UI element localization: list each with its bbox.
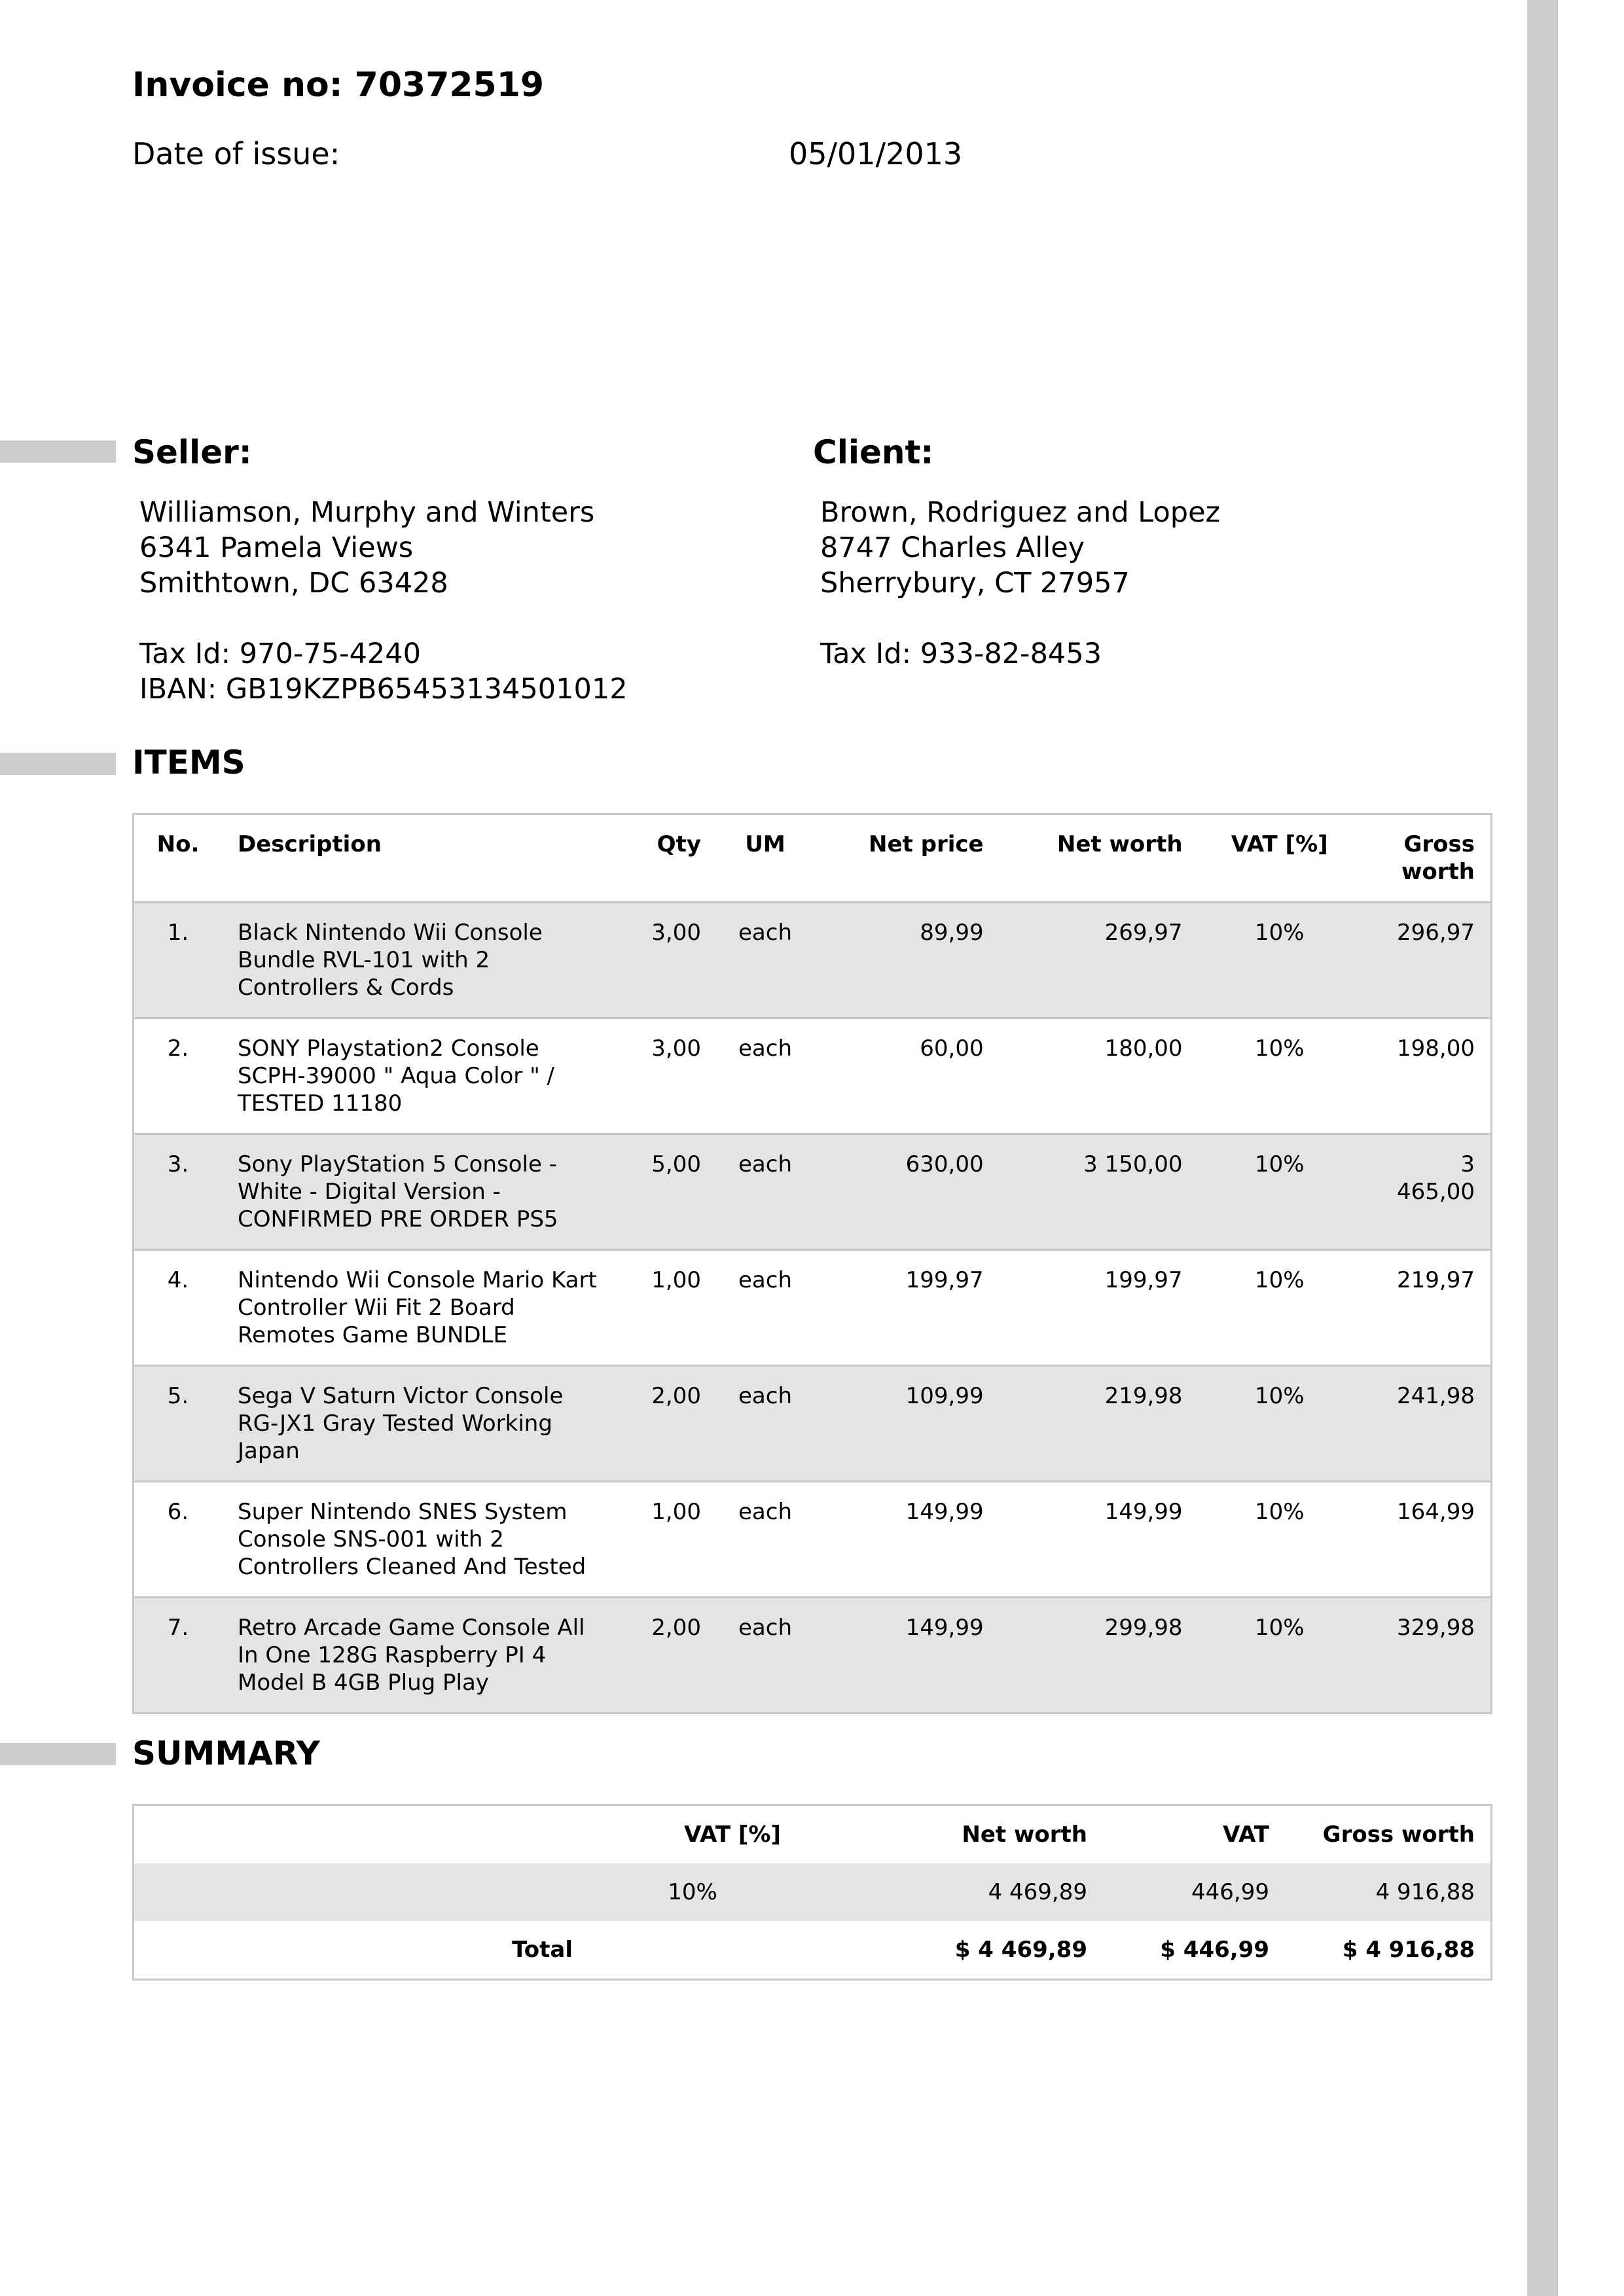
- summary-vat-rate: 10%: [668, 1879, 717, 1905]
- item-gross-worth: 198,00: [1397, 1035, 1475, 1062]
- items-header-row: [134, 814, 1492, 903]
- table-row: [134, 1250, 1492, 1366]
- item-description: Sony PlayStation 5 Console - White - Digital Version - CONFIRMED PRE ORDER PS5: [238, 1151, 558, 1232]
- summary-col-vat-rate: VAT [%]: [684, 1821, 781, 1848]
- item-gross-worth: 3 465,00: [1397, 1151, 1475, 1205]
- summary-total-row: [134, 1921, 1492, 1980]
- client-details: Brown, Rodriguez and Lopez 8747 Charles Alley Sherrybury, CT 27957 Tax Id: 933-82-8453: [820, 496, 1221, 670]
- table-row: [134, 1018, 1492, 1134]
- item-no: 5.: [167, 1383, 189, 1409]
- item-um: each: [738, 1615, 792, 1641]
- item-vat: 10%: [1254, 920, 1305, 946]
- items-table: [132, 813, 1492, 1714]
- item-net-worth: 199,97: [1104, 1267, 1183, 1293]
- col-header-no: No.: [156, 831, 200, 857]
- item-gross-worth: 164,99: [1397, 1499, 1475, 1525]
- item-qty: 2,00: [651, 1615, 701, 1641]
- item-no: 7.: [167, 1615, 189, 1641]
- col-header-um: UM: [745, 831, 785, 857]
- item-vat: 10%: [1254, 1035, 1305, 1062]
- item-gross-worth: 241,98: [1397, 1383, 1475, 1409]
- item-description: Super Nintendo SNES System Console SNS-001 with 2 Controllers Cleaned And Tested: [238, 1499, 586, 1580]
- item-net-price: 109,99: [905, 1383, 984, 1409]
- item-um: each: [738, 1151, 792, 1177]
- table-row: [134, 903, 1492, 1018]
- item-no: 2.: [167, 1035, 189, 1062]
- items-section-marker: [0, 753, 116, 775]
- item-description: Retro Arcade Game Console All In One 128G Raspberry PI 4 Model B 4GB Plug Play: [238, 1615, 585, 1696]
- col-header-vat: VAT [%]: [1231, 831, 1328, 857]
- item-description: Nintendo Wii Console Mario Kart Controller Wii Fit 2 Board Remotes Game BUNDLE: [238, 1267, 597, 1348]
- item-vat: 10%: [1254, 1151, 1305, 1177]
- item-no: 3.: [167, 1151, 189, 1177]
- summary-gross-worth: 4 916,88: [1375, 1879, 1475, 1905]
- item-um: each: [738, 920, 792, 946]
- item-net-price: 630,00: [905, 1151, 984, 1177]
- summary-label-col: [134, 1805, 589, 1864]
- item-net-price: 89,99: [920, 920, 984, 946]
- summary-heading: SUMMARY: [132, 1734, 320, 1772]
- item-um: each: [738, 1499, 792, 1525]
- col-header-net-price: Net price: [869, 831, 984, 857]
- item-net-worth: 3 150,00: [1083, 1151, 1183, 1177]
- total-gross-worth: $ 4 916,88: [1342, 1937, 1475, 1963]
- item-qty: 5,00: [651, 1151, 701, 1177]
- item-qty: 1,00: [651, 1499, 701, 1525]
- item-gross-worth: 296,97: [1397, 920, 1475, 946]
- col-header-qty: Qty: [657, 831, 701, 857]
- col-header-description: Description: [238, 831, 382, 857]
- right-edge-bar: [1527, 0, 1558, 2296]
- item-gross-worth: 219,97: [1397, 1267, 1475, 1293]
- date-of-issue-label: Date of issue:: [132, 136, 340, 171]
- col-header-gross-worth: Gross worth: [1401, 831, 1475, 885]
- table-row: [134, 1366, 1492, 1482]
- item-um: each: [738, 1383, 792, 1409]
- item-net-price: 149,99: [905, 1499, 984, 1525]
- item-net-worth: 180,00: [1104, 1035, 1183, 1062]
- summary-vat-row: [134, 1863, 1492, 1921]
- summary-section-marker: [0, 1743, 116, 1765]
- item-net-worth: 219,98: [1104, 1383, 1183, 1409]
- total-label: Total: [512, 1937, 573, 1963]
- total-empty-cell: [588, 1921, 797, 1980]
- seller-details: Williamson, Murphy and Winters 6341 Pamela Views Smithtown, DC 63428 Tax Id: 970-75-4240 IBAN: GB19KZPB65453134501012: [139, 496, 628, 706]
- item-no: 6.: [167, 1499, 189, 1525]
- item-net-price: 149,99: [905, 1615, 984, 1641]
- item-gross-worth: 329,98: [1397, 1615, 1475, 1641]
- summary-col-net-worth: Net worth: [962, 1821, 1087, 1848]
- table-row: [134, 1482, 1492, 1598]
- item-net-price: 199,97: [905, 1267, 984, 1293]
- item-net-worth: 149,99: [1104, 1499, 1183, 1525]
- item-vat: 10%: [1254, 1383, 1305, 1409]
- item-qty: 1,00: [651, 1267, 701, 1293]
- summary-vat: 446,99: [1191, 1879, 1269, 1905]
- seller-heading: Seller:: [132, 433, 252, 471]
- total-vat: $ 446,99: [1160, 1937, 1269, 1963]
- item-description: Black Nintendo Wii Console Bundle RVL-101 with 2 Controllers & Cords: [238, 920, 543, 1001]
- item-um: each: [738, 1267, 792, 1293]
- total-net-worth: $ 4 469,89: [954, 1937, 1087, 1963]
- summary-header-row: [134, 1805, 1492, 1864]
- item-vat: 10%: [1254, 1499, 1305, 1525]
- summary-table: [132, 1804, 1492, 1981]
- col-header-net-worth: Net worth: [1056, 831, 1183, 857]
- table-row: [134, 1598, 1492, 1713]
- summary-col-vat: VAT: [1223, 1821, 1269, 1848]
- item-qty: 2,00: [651, 1383, 701, 1409]
- items-heading: ITEMS: [132, 744, 245, 781]
- invoice-title: Invoice no: 70372519: [132, 65, 545, 105]
- date-of-issue-value: 05/01/2013: [789, 136, 963, 171]
- item-vat: 10%: [1254, 1267, 1305, 1293]
- summary-col-gross-worth: Gross worth: [1322, 1821, 1475, 1848]
- item-description: Sega V Saturn Victor Console RG-JX1 Gray Tested Working Japan: [238, 1383, 564, 1464]
- table-row: [134, 1134, 1492, 1250]
- item-no: 1.: [167, 920, 189, 946]
- item-no: 4.: [167, 1267, 189, 1293]
- summary-net-worth: 4 469,89: [988, 1879, 1087, 1905]
- item-net-worth: 269,97: [1104, 920, 1183, 946]
- item-net-worth: 299,98: [1104, 1615, 1183, 1641]
- item-net-price: 60,00: [920, 1035, 984, 1062]
- item-qty: 3,00: [651, 1035, 701, 1062]
- item-um: each: [738, 1035, 792, 1062]
- item-qty: 3,00: [651, 920, 701, 946]
- seller-section-marker: [0, 440, 116, 463]
- summary-empty-cell: [134, 1863, 589, 1921]
- item-vat: 10%: [1254, 1615, 1305, 1641]
- item-description: SONY Playstation2 Console SCPH-39000 " Aqua Color " / TESTED 11180: [238, 1035, 554, 1117]
- client-heading: Client:: [813, 433, 934, 471]
